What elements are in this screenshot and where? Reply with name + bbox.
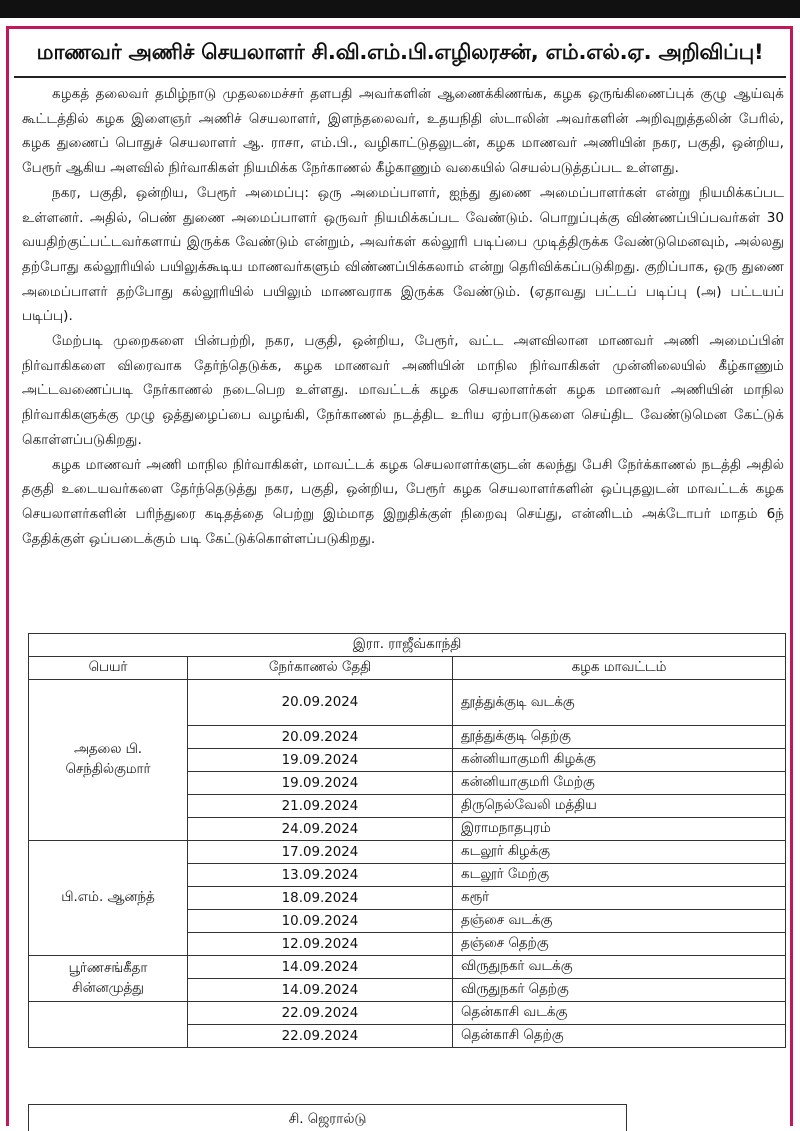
header-district: கழக மாவட்டம் xyxy=(453,657,786,680)
article-body xyxy=(22,82,784,551)
party-district: தென்காசி வடக்கு xyxy=(453,1002,786,1025)
table-row xyxy=(29,956,786,979)
party-district: விருதுநகர் வடக்கு xyxy=(453,956,786,979)
party-district: இராமநாதபுரம் xyxy=(453,818,786,841)
table-header-row xyxy=(29,657,786,680)
interview-date: 19.09.2024 xyxy=(188,772,453,795)
paragraph-1: கழகத் தலைவர் தமிழ்நாடு முதலமைச்சர் தளபதி அவர்களின் ஆணைக்கிணங்க, கழக ஒருங்கிணைப்புக் குழு ஆய்வுக் கூட்டத்தில் கழக இளைஞர் அணிச் செயலாளர், இளந்தலைவர், உதயநிதி ஸ்டாலின் அவர்களின் அறிவுறுத்தலின் பேரில், கழக துணைப் பொதுச் செயலாளர் ஆ. ராசா, எம்.பி., வழிகாட்டுதலுடன், கழக மாணவர் அணியின் நகர, பகுதி, ஒன்றிய, பேரூர் ஆகிய அளவில் நிர்வாகிகள் நியமிக்க நேர்காணல் கீழ்காணும் வகையில் செயல்படுத்தப்பட உள்ளது. xyxy=(22,86,784,177)
interview-date: 21.09.2024 xyxy=(188,795,453,818)
interview-date: 10.09.2024 xyxy=(188,910,453,933)
party-district: கடலூர் கிழக்கு xyxy=(453,841,786,864)
party-district: தூத்துக்குடி தெற்கு xyxy=(453,726,786,749)
header-date: நேர்காணல் தேதி xyxy=(188,657,453,680)
interview-schedule-table xyxy=(28,633,786,1048)
interview-date: 14.09.2024 xyxy=(188,979,453,1002)
interviewer-name: அதலை பி. செந்தில்குமார் xyxy=(29,680,188,841)
paragraph-3: மேற்படி முறைகளை பின்பற்றி, நகர, பகுதி, ஒன்றிய, பேரூர், வட்ட அளவிலான மாணவர் அணி அமைப்பின் நிர்வாகிகளை விரைவாக தேர்ந்தெடுக்க, கழக மாணவர் அணியின் மாநில நிர்வாகிகள் முன்னிலையில் கீழ்காணும் அட்டவணைப்படி நேர்காணல் நடைபெற உள்ளது. மாவட்டக் கழக செயலாளர்கள் கழக மாணவர் அணியின் மாநில நிர்வாகிகளுக்கு முழு ஒத்துழைப்பை வழங்கி, நேர்காணல் நடத்திட உரிய ஏற்பாடுகளை செய்திட வேண்டுமென கேட்டுக் கொள்ளப்படுகிறது. xyxy=(22,333,784,448)
table-row xyxy=(29,1002,786,1025)
interview-date: 13.09.2024 xyxy=(188,864,453,887)
interview-date: 22.09.2024 xyxy=(188,1025,453,1048)
table-group-title-row xyxy=(29,634,786,657)
interview-date: 14.09.2024 xyxy=(188,956,453,979)
party-district: விருதுநகர் தெற்கு xyxy=(453,979,786,1002)
party-district: தென்காசி தெற்கு xyxy=(453,1025,786,1048)
header-name: பெயர் xyxy=(29,657,188,680)
interview-date: 17.09.2024 xyxy=(188,841,453,864)
next-group-title: சி. ஜெரால்டு xyxy=(28,1104,627,1131)
interviewer-name: பி.எம். ஆனந்த் xyxy=(29,841,188,956)
paragraph-2: நகர, பகுதி, ஒன்றிய, பேரூர் அமைப்பு: ஒரு அமைப்பாளர், ஐந்து துணை அமைப்பாளர்கள் என்று நியமிக்கப்பட உள்ளனர். அதில், பெண் துணை அமைப்பாளர் ஒருவர் நியமிக்கப்பட வேண்டும். பொறுப்புக்கு விண்ணப்பிப்பவர்கள் 30 வயதிற்குட்பட்டவர்களாய் இருக்க வேண்டும் என்றும், அவர்கள் கல்லூரி படிப்பை முடித்திருக்க வேண்டுமெனவும், அல்லது தற்போது கல்லூரியில் பயிலுக்கூடிய மாணவர்களும் விண்ணப்பிக்கலாம் என்று தெரிவிக்கப்படுகிறது. குறிப்பாக, ஒரு துணை அமைப்பாளர் தற்போது கல்லூரியில் பயிலும் மாணவராக இருக்க வேண்டும். (ஏதாவது பட்டப் படிப்பு (அ) பட்டயப் படிப்பு). xyxy=(22,184,784,325)
party-district: கடலூர் மேற்கு xyxy=(453,864,786,887)
party-district: திருநெல்வேலி மத்திய xyxy=(453,795,786,818)
interviewer-name: பூர்ணசங்கீதா சின்னமுத்து xyxy=(29,956,188,1002)
party-district: கன்னியாகுமரி மேற்கு xyxy=(453,772,786,795)
interview-date: 12.09.2024 xyxy=(188,933,453,956)
interview-date: 18.09.2024 xyxy=(188,887,453,910)
paragraph-4: கழக மாணவர் அணி மாநில நிர்வாகிகள், மாவட்டக் கழக செயலாளர்களுடன் கலந்து பேசி நேர்க்காணல் நடத்தி அதில் தகுதி உடையவர்களை தேர்ந்தெடுத்து நகர, பகுதி, ஒன்றிய, பேரூர் கழக செயலாளர்களின் ஒப்புதலுடன் மாவட்டக் கழக செயலாளர்களின் பரிந்துரை கடிதத்தை பெற்று இம்மாத இறுதிக்குள் நிறைவு செய்து, என்னிடம் அக்டோபர் மாதம் 6ந் தேதிக்குள் ஒப்படைக்கும் படி கேட்டுக்கொள்ளப்படுகிறது. xyxy=(22,456,784,547)
interviewer-name xyxy=(29,1002,188,1048)
interview-date: 20.09.2024 xyxy=(188,680,453,726)
table-row xyxy=(29,680,786,726)
group-title: இரா. ராஜீவ்காந்தி xyxy=(29,634,786,657)
interview-date: 20.09.2024 xyxy=(188,726,453,749)
party-district: தஞ்சை தெற்கு xyxy=(453,933,786,956)
interview-date: 19.09.2024 xyxy=(188,749,453,772)
party-district: தூத்துக்குடி வடக்கு xyxy=(453,680,786,726)
table-row xyxy=(29,841,786,864)
party-district: கரூர் xyxy=(453,887,786,910)
headline: மாணவர் அணிச் செயலாளர் சி.வி.எம்.பி.எழிலரசன், எம்.எல்.ஏ. அறிவிப்பு! xyxy=(14,30,786,78)
party-district: தஞ்சை வடக்கு xyxy=(453,910,786,933)
party-district: கன்னியாகுமரி கிழக்கு xyxy=(453,749,786,772)
interview-date: 22.09.2024 xyxy=(188,1002,453,1025)
interview-date: 24.09.2024 xyxy=(188,818,453,841)
